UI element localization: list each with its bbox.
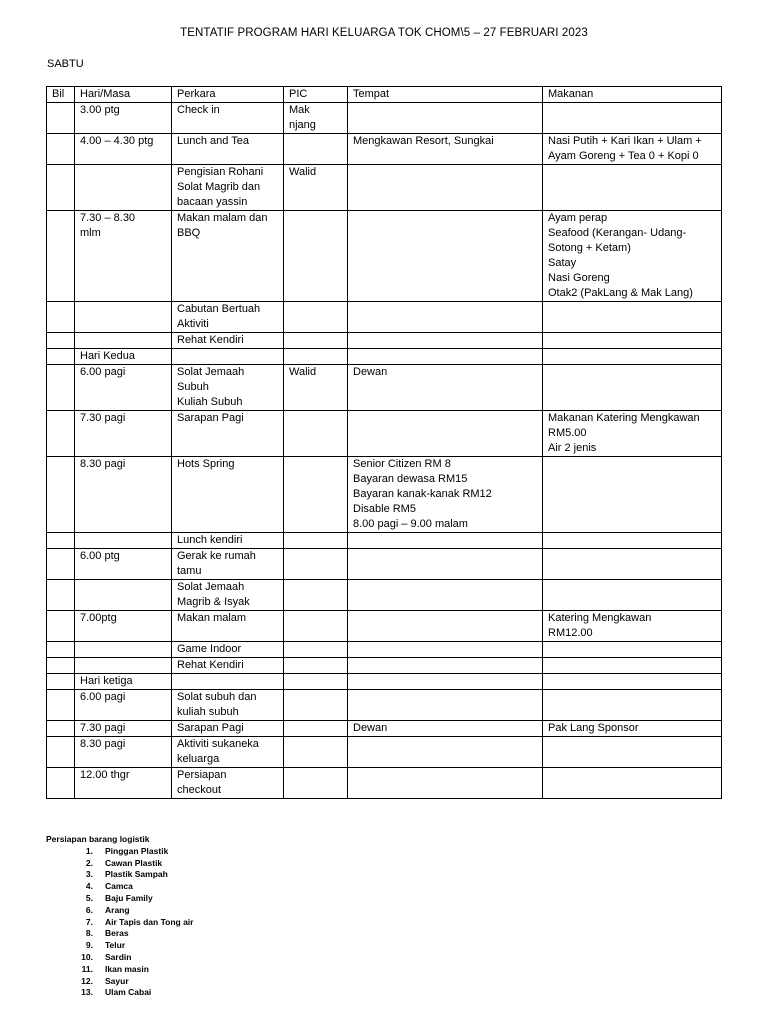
cell-tempat [348,737,543,768]
table-row [47,103,722,134]
cell-pic [284,211,348,302]
cell-bil [47,611,75,642]
table-row [47,690,722,721]
cell-tempat [348,642,543,658]
list-item [46,964,193,976]
cell-makanan [543,457,722,533]
list-item-number: 12. [81,975,93,986]
table-row [47,549,722,580]
table-row [47,333,722,349]
cell-pic: Walid [284,365,348,411]
cell-bil [47,411,75,457]
list-item-number: 11. [81,963,93,974]
cell-tempat [348,333,543,349]
cell-pic [284,674,348,690]
cell-hari-masa [75,302,172,333]
day-label: SABTU [47,58,84,70]
cell-tempat [348,768,543,799]
header-pic: PIC [284,87,348,103]
cell-bil [47,642,75,658]
list-item-text: Air Tapis dan Tong air [105,916,194,927]
cell-makanan [543,642,722,658]
cell-makanan: Makanan Katering Mengkawan RM5.00 Air 2 jenis [543,411,722,457]
cell-makanan [543,768,722,799]
cell-perkara: Hots Spring [172,457,284,533]
cell-perkara: Persiapan checkout [172,768,284,799]
list-item-text: Pinggan Plastik [105,845,169,856]
cell-bil [47,658,75,674]
cell-hari-masa: 7.00ptg [75,611,172,642]
cell-pic [284,411,348,457]
cell-hari-masa: Hari Kedua [75,349,172,365]
cell-makanan: Nasi Putih + Kari Ikan + Ulam + Ayam Goreng + Tea 0 + Kopi 0 [543,134,722,165]
list-item-number: 6. [85,904,93,915]
cell-pic [284,737,348,768]
table-row [47,768,722,799]
cell-makanan [543,165,722,211]
table-row [47,611,722,642]
cell-perkara: Cabutan Bertuah Aktiviti [172,302,284,333]
cell-makanan [543,333,722,349]
list-item-text: Baju Family [105,892,153,903]
cell-hari-masa: 3.00 ptg [75,103,172,134]
cell-hari-masa: 7.30 pagi [75,411,172,457]
cell-hari-masa: 8.30 pagi [75,737,172,768]
cell-perkara: Aktiviti sukaneka keluarga [172,737,284,768]
cell-pic [284,721,348,737]
cell-tempat: Dewan [348,721,543,737]
cell-hari-masa [75,533,172,549]
table-row [47,737,722,768]
cell-tempat [348,302,543,333]
list-item [46,869,193,881]
cell-bil [47,674,75,690]
cell-makanan [543,658,722,674]
header-tempat: Tempat [348,87,543,103]
cell-makanan [543,103,722,134]
logistics-section [46,834,193,999]
cell-tempat: Dewan [348,365,543,411]
cell-perkara: Solat Jemaah Subuh Kuliah Subuh [172,365,284,411]
cell-hari-masa: 6.00 pagi [75,365,172,411]
header-bil: Bil [47,87,75,103]
cell-pic [284,690,348,721]
cell-perkara: Solat subuh dan kuliah subuh [172,690,284,721]
cell-bil [47,533,75,549]
cell-hari-masa [75,165,172,211]
cell-bil [47,165,75,211]
cell-hari-masa [75,333,172,349]
cell-hari-masa: 12.00 thgr [75,768,172,799]
cell-makanan [543,365,722,411]
list-item-number: 3. [85,869,93,880]
cell-tempat [348,658,543,674]
schedule-table [46,86,722,799]
cell-pic [284,768,348,799]
cell-bil [47,302,75,333]
cell-pic [284,658,348,674]
list-item-number: 9. [85,940,93,951]
cell-perkara: Check in [172,103,284,134]
list-item [46,905,193,917]
cell-bil [47,457,75,533]
table-row [47,411,722,457]
cell-perkara: Makan malam [172,611,284,642]
cell-pic [284,549,348,580]
cell-bil [47,690,75,721]
cell-makanan [543,674,722,690]
cell-hari-masa: 7.30 pagi [75,721,172,737]
cell-hari-masa [75,580,172,611]
cell-tempat [348,211,543,302]
cell-hari-masa: 7.30 – 8.30 mlm [75,211,172,302]
cell-pic [284,533,348,549]
list-item [46,917,193,929]
list-item-text: Camca [105,881,133,892]
cell-bil [47,549,75,580]
cell-tempat [348,411,543,457]
table-row [47,674,722,690]
cell-perkara: Sarapan Pagi [172,411,284,457]
cell-hari-masa: 8.30 pagi [75,457,172,533]
list-item-number: 8. [85,928,93,939]
cell-tempat: Mengkawan Resort, Sungkai [348,134,543,165]
cell-tempat [348,580,543,611]
list-item-text: Cawan Plastik [105,857,163,868]
cell-bil [47,103,75,134]
cell-pic [284,580,348,611]
cell-perkara [172,349,284,365]
cell-pic [284,302,348,333]
cell-tempat [348,349,543,365]
list-item-text: Beras [105,928,129,939]
list-item [46,987,193,999]
cell-pic [284,333,348,349]
cell-perkara: Rehat Kendiri [172,333,284,349]
list-item-text: Plastik Sampah [105,869,168,880]
cell-makanan [543,580,722,611]
cell-pic [284,134,348,165]
cell-makanan [543,549,722,580]
list-item [46,940,193,952]
list-item [46,928,193,940]
cell-pic: Walid [284,165,348,211]
list-item [46,952,193,964]
table-row [47,302,722,333]
cell-makanan: Ayam perap Seafood (Kerangan- Udang- Sotong + Ketam) Satay Nasi Goreng Otak2 (PakLang & Mak Lang) [543,211,722,302]
cell-bil [47,211,75,302]
cell-perkara: Makan malam dan BBQ [172,211,284,302]
logistics-heading: Persiapan barang logistik [46,834,150,844]
list-item [46,976,193,988]
table-row [47,211,722,302]
cell-perkara: Game Indoor [172,642,284,658]
list-item [46,858,193,870]
list-item-number: 5. [85,892,93,903]
table-row [47,658,722,674]
cell-hari-masa: 6.00 pagi [75,690,172,721]
header-perkara: Perkara [172,87,284,103]
cell-tempat [348,690,543,721]
cell-makanan [543,349,722,365]
cell-bil [47,365,75,411]
cell-bil [47,737,75,768]
cell-hari-masa: 4.00 – 4.30 ptg [75,134,172,165]
cell-perkara: Gerak ke rumah tamu [172,549,284,580]
document-title: TENTATIF PROGRAM HARI KELUARGA TOK CHOM\5 – 27 FEBRUARI 2023 [180,27,588,39]
cell-perkara: Pengisian Rohani Solat Magrib dan bacaan yassin [172,165,284,211]
cell-perkara: Sarapan Pagi [172,721,284,737]
header-makanan: Makanan [543,87,722,103]
list-item [46,881,193,893]
cell-makanan: Katering Mengkawan RM12.00 [543,611,722,642]
table-row [47,457,722,533]
cell-tempat: Senior Citizen RM 8 Bayaran dewasa RM15 Bayaran kanak-kanak RM12 Disable RM5 8.00 pagi – 9.00 malam [348,457,543,533]
list-item-number: 2. [85,857,93,868]
list-item [46,893,193,905]
cell-bil [47,580,75,611]
list-item-text: Ulam Cabai [105,987,152,998]
list-item-number: 10. [81,951,93,962]
header-hari-masa: Hari/Masa [75,87,172,103]
table-row [47,134,722,165]
cell-hari-masa [75,658,172,674]
cell-makanan [543,533,722,549]
list-item-number: 1. [85,845,93,856]
logistics-list [46,846,193,999]
cell-pic [284,642,348,658]
cell-perkara: Lunch kendiri [172,533,284,549]
cell-pic [284,349,348,365]
list-item-text: Telur [105,940,126,951]
cell-tempat [348,165,543,211]
list-item-text: Sardin [105,951,132,962]
list-item-number: 13. [81,987,93,998]
cell-makanan: Pak Lang Sponsor [543,721,722,737]
cell-perkara: Lunch and Tea [172,134,284,165]
cell-pic [284,611,348,642]
table-row [47,642,722,658]
cell-pic: Mak njang [284,103,348,134]
cell-hari-masa: Hari ketiga [75,674,172,690]
table-header-row [47,87,722,103]
cell-makanan [543,302,722,333]
cell-makanan [543,690,722,721]
list-item-text: Ikan masin [105,963,149,974]
cell-tempat [348,674,543,690]
cell-bil [47,721,75,737]
cell-hari-masa: 6.00 ptg [75,549,172,580]
cell-hari-masa [75,642,172,658]
list-item [46,846,193,858]
list-item-text: Arang [105,904,130,915]
table-row [47,580,722,611]
cell-bil [47,134,75,165]
cell-bil [47,333,75,349]
list-item-number: 7. [85,916,93,927]
cell-bil [47,768,75,799]
cell-pic [284,457,348,533]
cell-perkara: Solat Jemaah Magrib & Isyak [172,580,284,611]
table-row [47,349,722,365]
cell-tempat [348,103,543,134]
cell-perkara: Rehat Kendiri [172,658,284,674]
cell-bil [47,349,75,365]
cell-perkara [172,674,284,690]
cell-tempat [348,611,543,642]
table-row [47,533,722,549]
list-item-number: 4. [85,881,93,892]
cell-tempat [348,549,543,580]
table-row [47,721,722,737]
cell-makanan [543,737,722,768]
table-row [47,365,722,411]
table-row [47,165,722,211]
list-item-text: Sayur [105,975,129,986]
cell-tempat [348,533,543,549]
